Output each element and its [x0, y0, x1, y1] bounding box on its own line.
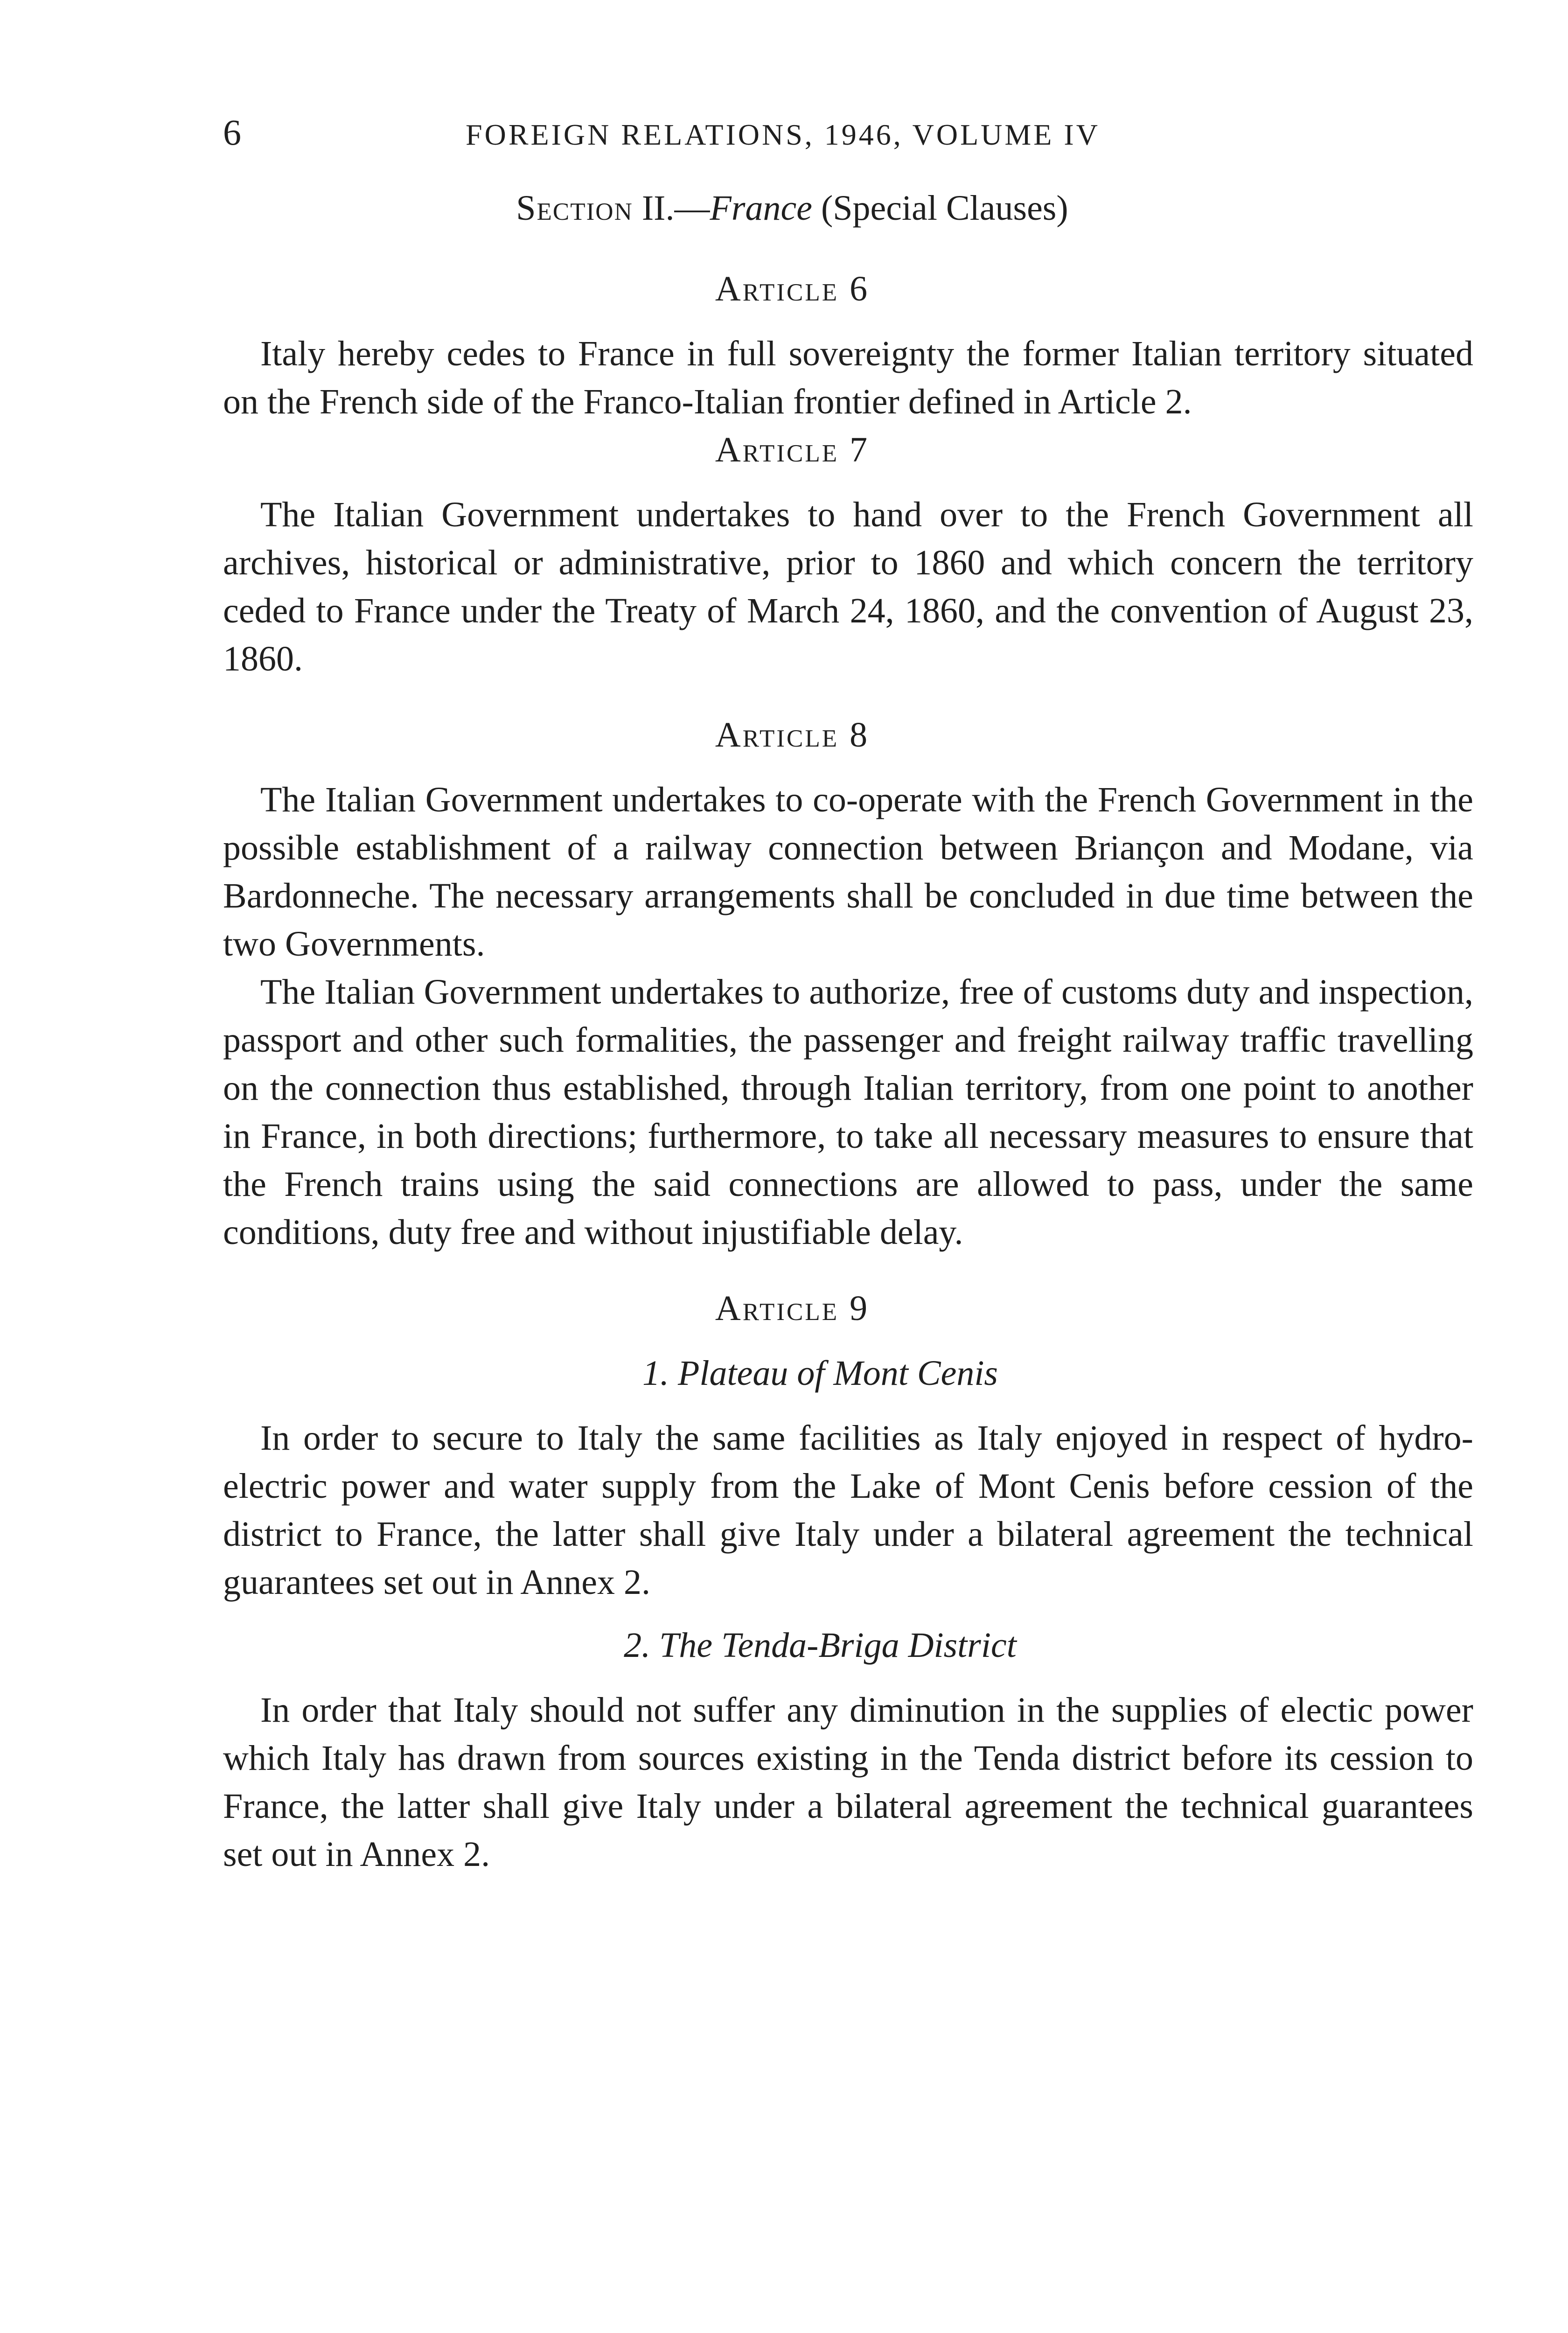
- article-7-text: The Italian Government undertakes to hand over to the French Government all archives, historical or administrative, prior to 1860 and which concern the territory ceded to France under the Treaty of March 24, 1860, and the convention of August 23, 1860.: [223, 495, 1473, 678]
- document-page: [223, 108, 1473, 1879]
- article-8-paragraph-1: The Italian Government undertakes to co-operate with the French Government in the possible establishment of a railway connection between Briançon and Modane, via Bardonneche. The necessary arrangements shall be concluded in due time between the two Governments.: [223, 780, 1473, 964]
- article-9-heading: Article 9: [715, 1289, 870, 1328]
- running-header: [223, 108, 1473, 156]
- section-country: France: [710, 189, 812, 228]
- article-9-paragraph-1: In order to secure to Italy the same facilities as Italy enjoyed in respect of hydro-electric power and water supply from the Lake of Mont Cenis before cession of the district to France, the latter shall give Italy under a bilateral agreement the technical guarantees set out in Annex 2.: [223, 1418, 1473, 1602]
- article-6-text: Italy hereby cedes to France in full sovereignty the former Italian territory situated on the French side of the Franco-Italian frontier defined in Article 2.: [223, 334, 1473, 421]
- section-qualifier: (Special Clauses): [821, 189, 1068, 228]
- article-9-paragraph-2: In order that Italy should not suffer any diminution in the supplies of electic power which Italy has drawn from sources existing in the Tenda district before its cession to France, the latter shall give Italy under a bilateral agreement the technical guarantees set out in Annex 2.: [223, 1690, 1473, 1874]
- section-prefix: Section: [516, 189, 633, 228]
- page-number: 6: [223, 112, 241, 153]
- article-9-subheading-2: 2. The Tenda-Briga District: [624, 1626, 1017, 1665]
- article-9-subheading-1: 1. Plateau of Mont Cenis: [642, 1354, 998, 1393]
- article-8-heading: Article 8: [715, 715, 870, 754]
- section-numeral: II.—: [641, 189, 710, 228]
- article-8-paragraph-2: The Italian Government undertakes to authorize, free of customs duty and inspection, passport and other such formalities, the passenger and freight railway traffic travelling on the connection thus established, through Italian territory, from one point to another in France, in both directions; furthermore, to take all necessary measures to ensure that the French trains using the said connections are allowed to pass, under the same conditions, duty free and without injustifiable delay.: [223, 972, 1473, 1252]
- section-heading: [223, 184, 1473, 232]
- article-7-heading: Article 7: [715, 430, 870, 469]
- running-title: FOREIGN RELATIONS, 1946, VOLUME IV: [466, 118, 1100, 151]
- article-6-heading: Article 6: [715, 269, 870, 308]
